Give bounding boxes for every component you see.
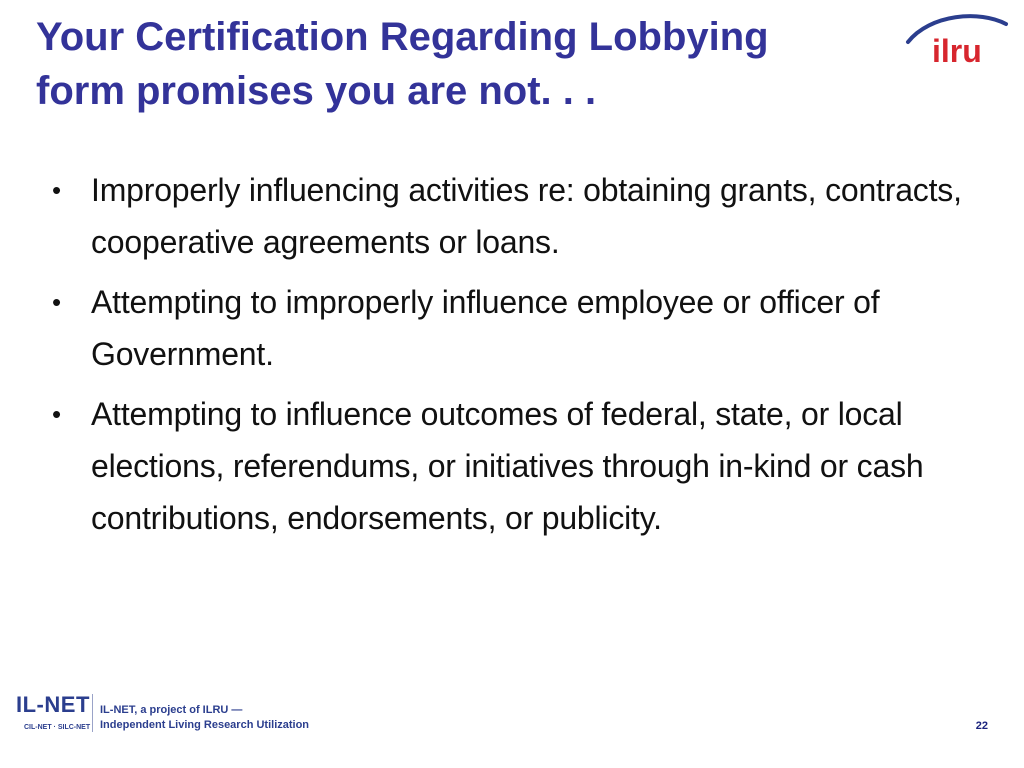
footer-brand-sub: CIL-NET · SILC-NET bbox=[24, 724, 91, 731]
title-line-1: Your Certification Regarding Lobbying bbox=[36, 15, 769, 59]
ilru-logo-icon bbox=[900, 8, 1012, 72]
footer-org-line: Independent Living Research Utilization bbox=[100, 719, 310, 731]
bullet-item bbox=[52, 276, 982, 380]
footer-branding bbox=[16, 692, 346, 740]
ilru-logo-text: ilru bbox=[932, 33, 982, 69]
footer-brand-logo: IL-NET bbox=[16, 692, 90, 717]
footer-divider bbox=[92, 694, 93, 732]
footer-project-line: IL-NET, a project of ILRU — bbox=[100, 704, 243, 716]
bullet-text: Attempting to influence outcomes of federal, state, or local elections, referendums, or initiatives through in-kind or cash contributions, endorsements, or publicity. bbox=[91, 396, 924, 536]
slide-title bbox=[36, 10, 886, 118]
bullet-marker: • bbox=[52, 287, 61, 317]
bullet-item bbox=[52, 388, 982, 544]
bullet-list bbox=[52, 164, 982, 552]
page-number: 22 bbox=[975, 720, 988, 732]
bullet-marker: • bbox=[52, 175, 61, 205]
bullet-text: Improperly influencing activities re: obtaining grants, contracts, cooperative agreements or loans. bbox=[91, 172, 962, 260]
bullet-item bbox=[52, 164, 982, 268]
bullet-marker: • bbox=[52, 399, 61, 429]
ilru-logo bbox=[900, 8, 1012, 72]
bullet-text: Attempting to improperly influence employee or officer of Government. bbox=[91, 284, 880, 372]
title-line-2: form promises you are not. . . bbox=[36, 69, 597, 113]
